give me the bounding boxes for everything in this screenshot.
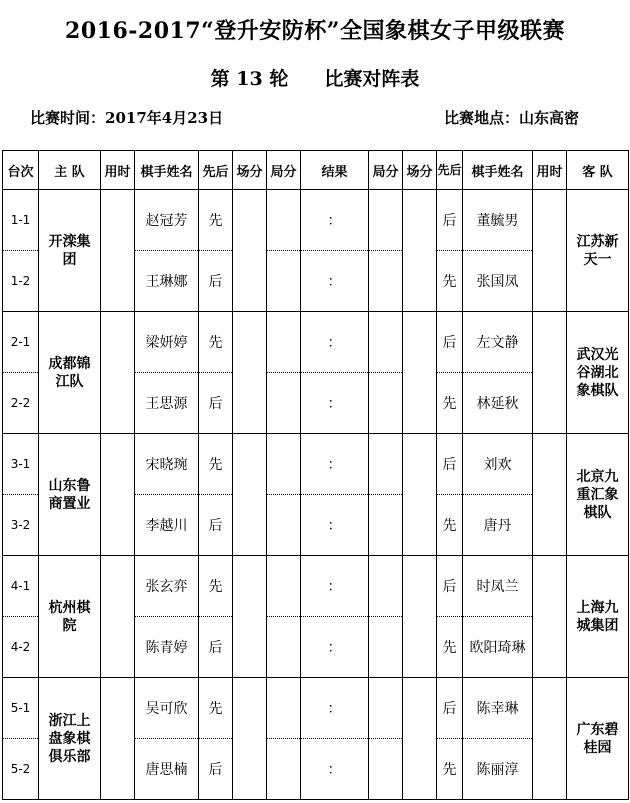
away-player-name: 林延秋 xyxy=(463,373,533,434)
page-title: 2016-2017“登升安防杯”全国象棋女子甲级联赛 xyxy=(65,18,565,44)
home-player-name: 宋晓琬 xyxy=(135,434,199,495)
venue-label: 比赛地点： xyxy=(444,109,520,127)
away-team-name: 江苏新天一 xyxy=(567,190,629,312)
away-match-score-cell xyxy=(403,434,437,556)
away-order: 先 xyxy=(437,739,463,800)
away-match-score-cell xyxy=(403,678,437,800)
home-order: 后 xyxy=(199,373,233,434)
away-order: 先 xyxy=(437,495,463,556)
result-cell: ： xyxy=(301,739,369,800)
table-row xyxy=(3,190,629,251)
home-player-name: 唐思楠 xyxy=(135,739,199,800)
home-match-score-cell xyxy=(233,190,267,312)
home-team-name: 开滦集团 xyxy=(39,190,101,312)
home-order: 先 xyxy=(199,312,233,373)
result-cell: ： xyxy=(301,312,369,373)
away-game-score-cell xyxy=(369,556,403,617)
result-cell: ： xyxy=(301,251,369,312)
home-player-name: 王琳娜 xyxy=(135,251,199,312)
away-player-name: 张国凤 xyxy=(463,251,533,312)
col-order-away: 先后 xyxy=(437,151,463,190)
home-game-score-cell xyxy=(267,739,301,800)
board-number: 2-1 xyxy=(3,312,39,373)
board-number: 3-1 xyxy=(3,434,39,495)
time-label: 比赛时间： xyxy=(30,109,106,127)
home-match-score-cell xyxy=(233,434,267,556)
home-team-name: 山东鲁商置业 xyxy=(39,434,101,556)
away-time-cell xyxy=(533,678,567,800)
match-time xyxy=(30,107,223,128)
away-time-cell xyxy=(533,312,567,434)
home-order: 后 xyxy=(199,251,233,312)
col-result: 结果 xyxy=(301,151,369,190)
away-game-score-cell xyxy=(369,251,403,312)
away-order: 后 xyxy=(437,556,463,617)
table-row xyxy=(3,678,629,739)
home-time-cell xyxy=(101,190,135,312)
page-subtitle xyxy=(0,64,630,91)
away-team-name: 广东碧桂园 xyxy=(567,678,629,800)
away-game-score-cell xyxy=(369,678,403,739)
home-match-score-cell xyxy=(233,678,267,800)
home-game-score-cell xyxy=(267,312,301,373)
away-order: 后 xyxy=(437,678,463,739)
home-time-cell xyxy=(101,556,135,678)
table-row xyxy=(3,434,629,495)
away-game-score-cell xyxy=(369,434,403,495)
home-order: 先 xyxy=(199,434,233,495)
away-match-score-cell xyxy=(403,190,437,312)
col-match-score-home: 场分 xyxy=(233,151,267,190)
home-player-name: 陈青婷 xyxy=(135,617,199,678)
board-number: 4-2 xyxy=(3,617,39,678)
away-order: 先 xyxy=(437,373,463,434)
result-cell: ： xyxy=(301,617,369,678)
away-time-cell xyxy=(533,434,567,556)
away-player-name: 欧阳琦琳 xyxy=(463,617,533,678)
board-number: 1-2 xyxy=(3,251,39,312)
away-match-score-cell xyxy=(403,556,437,678)
home-match-score-cell xyxy=(233,556,267,678)
home-team-name: 浙江上盘象棋俱乐部 xyxy=(39,678,101,800)
away-player-name: 董毓男 xyxy=(463,190,533,251)
away-team-name: 武汉光谷湖北象棋队 xyxy=(567,312,629,434)
away-player-name: 左文静 xyxy=(463,312,533,373)
away-player-name: 唐丹 xyxy=(463,495,533,556)
away-player-name: 陈丽淳 xyxy=(463,739,533,800)
home-order: 后 xyxy=(199,617,233,678)
col-away-team: 客 队 xyxy=(567,151,629,190)
home-order: 先 xyxy=(199,556,233,617)
result-cell: ： xyxy=(301,190,369,251)
home-order: 后 xyxy=(199,495,233,556)
away-match-score-cell xyxy=(403,312,437,434)
home-time-cell xyxy=(101,312,135,434)
away-team-name: 上海九城集团 xyxy=(567,556,629,678)
col-game-score-home: 局分 xyxy=(267,151,301,190)
home-order: 后 xyxy=(199,739,233,800)
away-player-name: 刘欢 xyxy=(463,434,533,495)
col-time-used-away: 用时 xyxy=(533,151,567,190)
result-cell: ： xyxy=(301,434,369,495)
away-time-cell xyxy=(533,556,567,678)
home-player-name: 王思源 xyxy=(135,373,199,434)
time-value: 2017年4月23日 xyxy=(105,109,224,127)
away-order: 后 xyxy=(437,190,463,251)
home-player-name: 张玄弈 xyxy=(135,556,199,617)
away-player-name: 陈幸琳 xyxy=(463,678,533,739)
away-order: 后 xyxy=(437,434,463,495)
away-game-score-cell xyxy=(369,373,403,434)
away-order: 先 xyxy=(437,617,463,678)
col-order-home: 先后 xyxy=(199,151,233,190)
home-order: 先 xyxy=(199,678,233,739)
venue-value: 山东高密 xyxy=(519,109,580,127)
table-header-row xyxy=(3,151,629,190)
home-time-cell xyxy=(101,434,135,556)
home-player-name: 赵冠芳 xyxy=(135,190,199,251)
away-game-score-cell xyxy=(369,617,403,678)
result-cell: ： xyxy=(301,495,369,556)
table-row xyxy=(3,312,629,373)
result-cell: ： xyxy=(301,556,369,617)
pairing-table xyxy=(2,150,629,800)
col-match-score-away: 场分 xyxy=(403,151,437,190)
sheet-label: 比赛对阵表 xyxy=(324,68,420,90)
home-team-name: 杭州棋院 xyxy=(39,556,101,678)
away-game-score-cell xyxy=(369,739,403,800)
away-game-score-cell xyxy=(369,190,403,251)
home-time-cell xyxy=(101,678,135,800)
away-order: 后 xyxy=(437,312,463,373)
board-number: 5-2 xyxy=(3,739,39,800)
board-number: 2-2 xyxy=(3,373,39,434)
home-player-name: 李越川 xyxy=(135,495,199,556)
col-home-team: 主 队 xyxy=(39,151,101,190)
away-game-score-cell xyxy=(369,495,403,556)
home-game-score-cell xyxy=(267,251,301,312)
home-team-name: 成都锦江队 xyxy=(39,312,101,434)
home-game-score-cell xyxy=(267,190,301,251)
home-game-score-cell xyxy=(267,495,301,556)
board-number: 4-1 xyxy=(3,556,39,617)
col-player-home: 棋手姓名 xyxy=(135,151,199,190)
home-player-name: 吴可欣 xyxy=(135,678,199,739)
home-game-score-cell xyxy=(267,434,301,495)
home-game-score-cell xyxy=(267,556,301,617)
board-number: 5-1 xyxy=(3,678,39,739)
home-match-score-cell xyxy=(233,312,267,434)
col-time-used-home: 用时 xyxy=(101,151,135,190)
board-number: 3-2 xyxy=(3,495,39,556)
col-game-score-away: 局分 xyxy=(369,151,403,190)
table-row xyxy=(3,556,629,617)
home-game-score-cell xyxy=(267,617,301,678)
round-label: 第 13 轮 xyxy=(210,68,289,90)
col-player-away: 棋手姓名 xyxy=(463,151,533,190)
home-player-name: 梁妍婷 xyxy=(135,312,199,373)
away-player-name: 时凤兰 xyxy=(463,556,533,617)
away-game-score-cell xyxy=(369,312,403,373)
home-game-score-cell xyxy=(267,678,301,739)
result-cell: ： xyxy=(301,373,369,434)
home-order: 先 xyxy=(199,190,233,251)
away-team-name: 北京九重汇象棋队 xyxy=(567,434,629,556)
result-cell: ： xyxy=(301,678,369,739)
col-table-no: 台次 xyxy=(3,151,39,190)
away-order: 先 xyxy=(437,251,463,312)
match-venue xyxy=(444,107,579,128)
board-number: 1-1 xyxy=(3,190,39,251)
away-time-cell xyxy=(533,190,567,312)
home-game-score-cell xyxy=(267,373,301,434)
